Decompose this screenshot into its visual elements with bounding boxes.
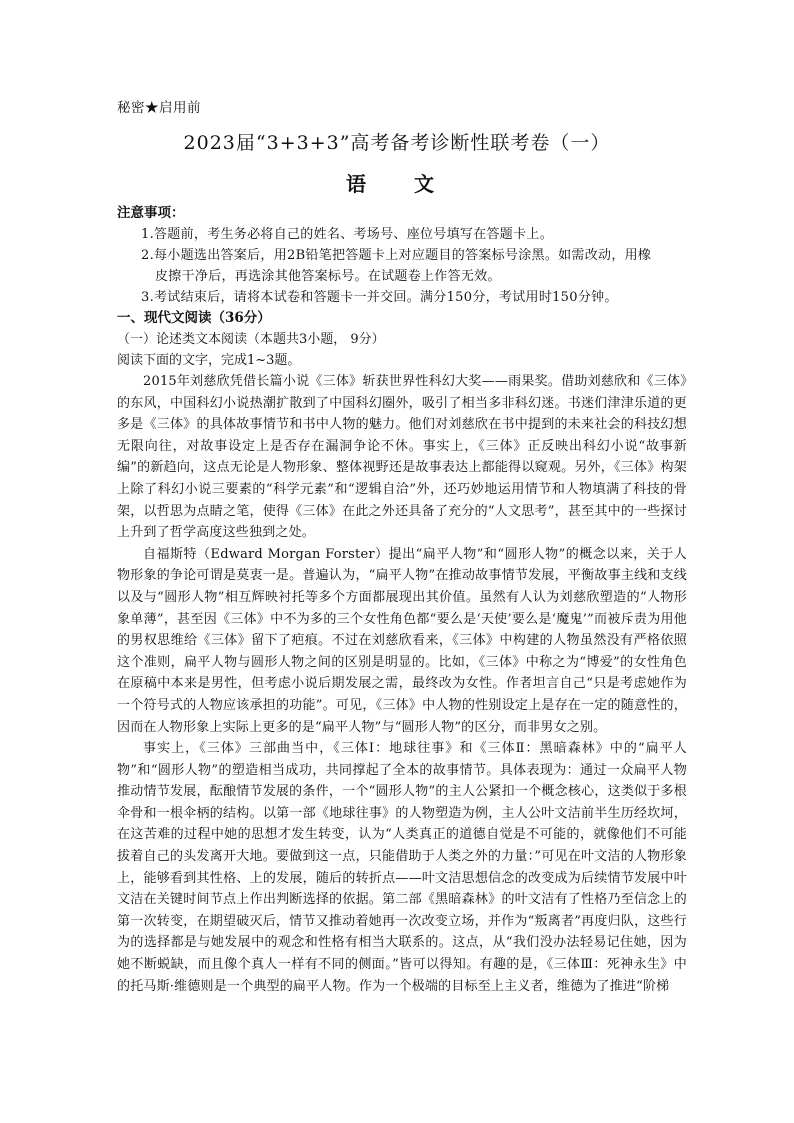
notice-heading: 注意事项：	[117, 205, 185, 221]
passage-paragraph: 事实上，《三体》三部曲当中，《三体Ⅰ：地球往事》和《三体Ⅱ：黑暗森林》中的“扁平人物”和“圆形人物”的塑造相当成功，共同撑起了全本的故事情节。具体表现为：通过一众扁平人物推动情节发展，酝酿情节发展的条件，一个“圆形人物”的主人公紧扣一个概念核心，这类似于多根伞骨和一根伞柄的结构。以第一部《地球往事》的人物塑造为例，主人公叶文洁前半生历经坎坷，在这苦难的过程中她的思想才发生转变，认为“人类真正的道德自觉是不可能的，就像他们不可能拔着自己的头发离开大地。要做到这一点，只能借助于人类之外的力量：”可见在叶文洁的人物形象上，能够看到其性格、上的发展，随后的转折点——叶文洁思想信念的改变成为后续情节发展中叶文洁在关键时间节点上作出判断选择的依据。第二部《黑暗森林》的叶文洁有了性格乃至信念上的第一次转变，在期望破灭后，情节又推动着她再一次改变立场，并作为“叛离者”再度归队，这些行为的选择都是与她发展中的观念和性格有相当大联系的。这点，从“我们没办法轻易记住她，因为她不断蜕缺，而且像个真人一样有不同的侧面。”皆可以得知。有趣的是，《三体Ⅲ：死神永生》中的托马斯·维德则是一个典型的扁平人物。作为一个极端的目标至上主义者，维德为了推进“阶梯	[117, 741, 687, 994]
notice-item-continuation: 皮擦干净后，再选涂其他答案标号。在试题卷上作答无效。	[155, 269, 501, 284]
reading-instruction: 阅读下面的文字，完成1~3题。	[117, 353, 301, 368]
notice-item-continued	[117, 266, 687, 287]
passage-paragraph: 自福斯特（Edward Morgan Forster）提出“扁平人物”和“圆形人物”的概念以来，关于人物形象的争论可谓是莫衷一是。普遍认为，“扁平人物”在推动故事情节发展，平衡故事主线和支线以及与“圆形人物”相互辉映衬托等多个方面都展现出其价值。虽然有人认为刘慈欣塑造的“人物形象单薄”，甚至因《三体》中不为多的三个女性角色都“要么是‘天使’要么是‘魔鬼’”而被斥责为用他的男权思维给《三体》留下了疤痕。不过在刘慈欣看来，《三体》中构建的人物虽然没有严格依照这个准则，扁平人物与圆形人物之间的区别是明显的。比如，《三体》中称之为“博爱”的女性角色在原稿中本来是男性，但考虑小说后期发展之需，最终改为女性。作者坦言自己“只是考虑她作为一个符号式的人物应该承担的功能”。可见，《三体》中人物的性别设定上是存在一定的随意性的，因而在人物形象上实际上更多的是“扁平人物”与“圆形人物”的区分，而非男女之别。	[117, 546, 687, 735]
subsection-heading: （一）论述类文本阅读（本题共3小题， 9分）	[117, 332, 385, 347]
notice-item: 3.考试结束后，请将本试卷和答题卡一并交回。满分150分，考试用时150分钟。	[141, 290, 618, 305]
subject-title: 语 文	[346, 172, 448, 196]
section-heading: 一、现代文阅读（36分）	[117, 310, 271, 326]
notice-item: 2.每小题选出答案后，用2B铅笔把答题卡上对应题目的答案标号涂黑。如需改动，用橡	[141, 248, 652, 263]
exam-title: 2023届“3+3+3”高考备考诊断性联考卷（一）	[183, 132, 611, 154]
secret-mark: 秘密★启用前	[117, 100, 201, 116]
exam-body	[117, 203, 687, 997]
passage-paragraph: 2015年刘慈欣凭借长篇小说《三体》斩获世界性科幻大奖——雨果奖。借助刘慈欣和《三体》的东风，中国科幻小说热潮扩散到了中国科幻圈外，吸引了相当多非科幻迷。书迷们津津乐道的更多是《三体》的具体故事情节和书中人物的魅力。他们对刘慈欣在书中提到的未来社会的科技幻想无限向往，对故事设定上是否存在漏洞争论不休。事实上，《三体》正反映出科幻小说“故事新编”的新趋向，这点无论是人物形象、整体视野还是故事表达上都能得以窥观。另外，《三体》构架上除了科幻小说三要素的“科学元素”和“逻辑自洽”外，还巧妙地运用情节和人物填满了科技的骨架，以哲思为点睛之笔，使得《三体》在此之外还具备了充分的“人文思考”，甚至其中的一些探讨上升到了哲学高度这些独到之处。	[117, 374, 687, 541]
notice-item: 1.答题前，考生务必将自己的姓名、考场号、座位号填写在答题卡上。	[141, 227, 554, 242]
